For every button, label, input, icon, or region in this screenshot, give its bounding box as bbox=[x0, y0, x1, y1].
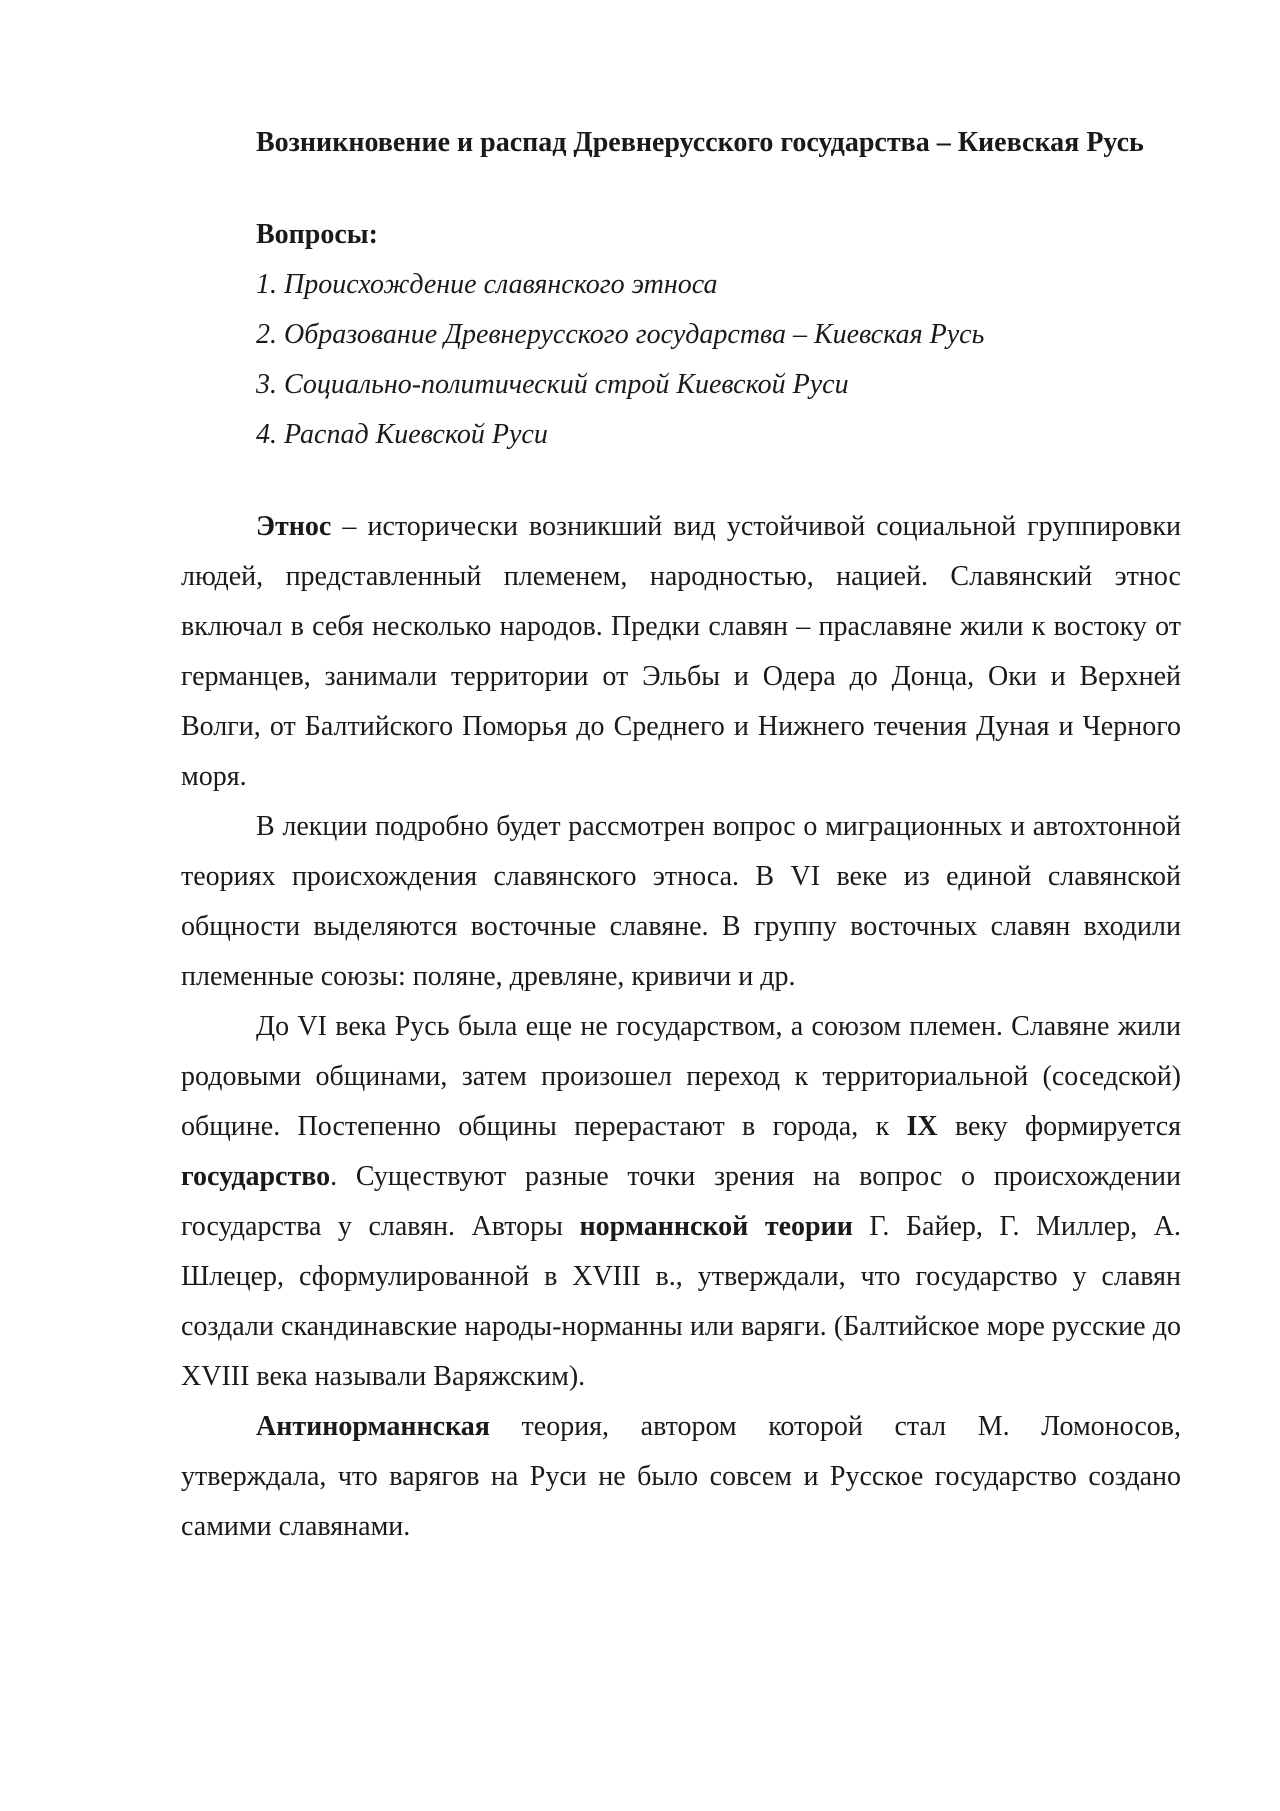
paragraph-text: Г. Байер, Г. Миллер, А. Шлецер, сформулированной в XVIII в., утверждали, что государство у славян создали скандинавские народы-норманны или варяги. (Балтийское море русские до XVIII века называли Варяжским). bbox=[181, 1211, 1181, 1392]
paragraph-text: – исторически возникший вид устойчивой социальной группировки людей, представленный племенем, народностью, нацией. Славянский этнос включал в себя несколько народов. Предки славян – праславяне жили к востоку от германцев, занимали территории от Эльбы и Одера до Донца, Оки и Верхней Волги, от Балтийского Поморья до Среднего и Нижнего течения Дуная и Черного моря. bbox=[181, 511, 1181, 792]
questions-list bbox=[181, 260, 1181, 460]
paragraph-text: В лекции подробно будет рассмотрен вопрос о миграционных и автохтонной теориях происхождения славянского этноса. В VI веке из единой славянской общности выделяются восточные славяне. В группу восточных славян входили племенные союзы: поляне, древляне, кривичи и др. bbox=[181, 811, 1181, 992]
question-item: 2. Образование Древнерусского государства – Киевская Русь bbox=[256, 319, 985, 350]
paragraph-text: . Существуют разные точки зрения на вопрос о происхождении государства у славян. Авторы bbox=[181, 1161, 1181, 1242]
question-item: 1. Происхождение славянского этноса bbox=[256, 269, 718, 300]
document-title: Возникновение и распад Древнерусского государства – Киевская Русь bbox=[256, 127, 1144, 158]
paragraph-lecture bbox=[181, 802, 1181, 1002]
question-item: 4. Распад Киевской Руси bbox=[256, 419, 548, 450]
term-ethnos: Этнос bbox=[256, 511, 332, 542]
term-antinorman: Антинорманнская bbox=[256, 1411, 490, 1442]
term-state: государство bbox=[181, 1161, 331, 1192]
term-century: IX bbox=[906, 1111, 938, 1142]
paragraph-ethnos bbox=[181, 502, 1181, 802]
question-item: 3. Социально-политический строй Киевской Руси bbox=[256, 369, 849, 400]
paragraph-text: До VI века Русь была еще не государством, а союзом племен. Славяне жили родовыми общинами, затем произошел переход к территориальной (соседской) общине. Постепенно общины перерастают в города, к bbox=[181, 1011, 1181, 1142]
term-norman-theory: норманнской теории bbox=[579, 1211, 853, 1242]
paragraph-state-origin bbox=[181, 1002, 1181, 1402]
paragraph-text: теория, автором которой стал М. Ломоносов, утверждала, что варягов на Руси не было совсем и Русское государство создано самими славянами. bbox=[181, 1411, 1181, 1542]
questions-heading: Вопросы: bbox=[256, 219, 378, 250]
paragraph-antinorman bbox=[181, 1402, 1181, 1552]
document-page bbox=[181, 100, 1181, 1552]
paragraph-text: веку формируется bbox=[937, 1111, 1182, 1142]
